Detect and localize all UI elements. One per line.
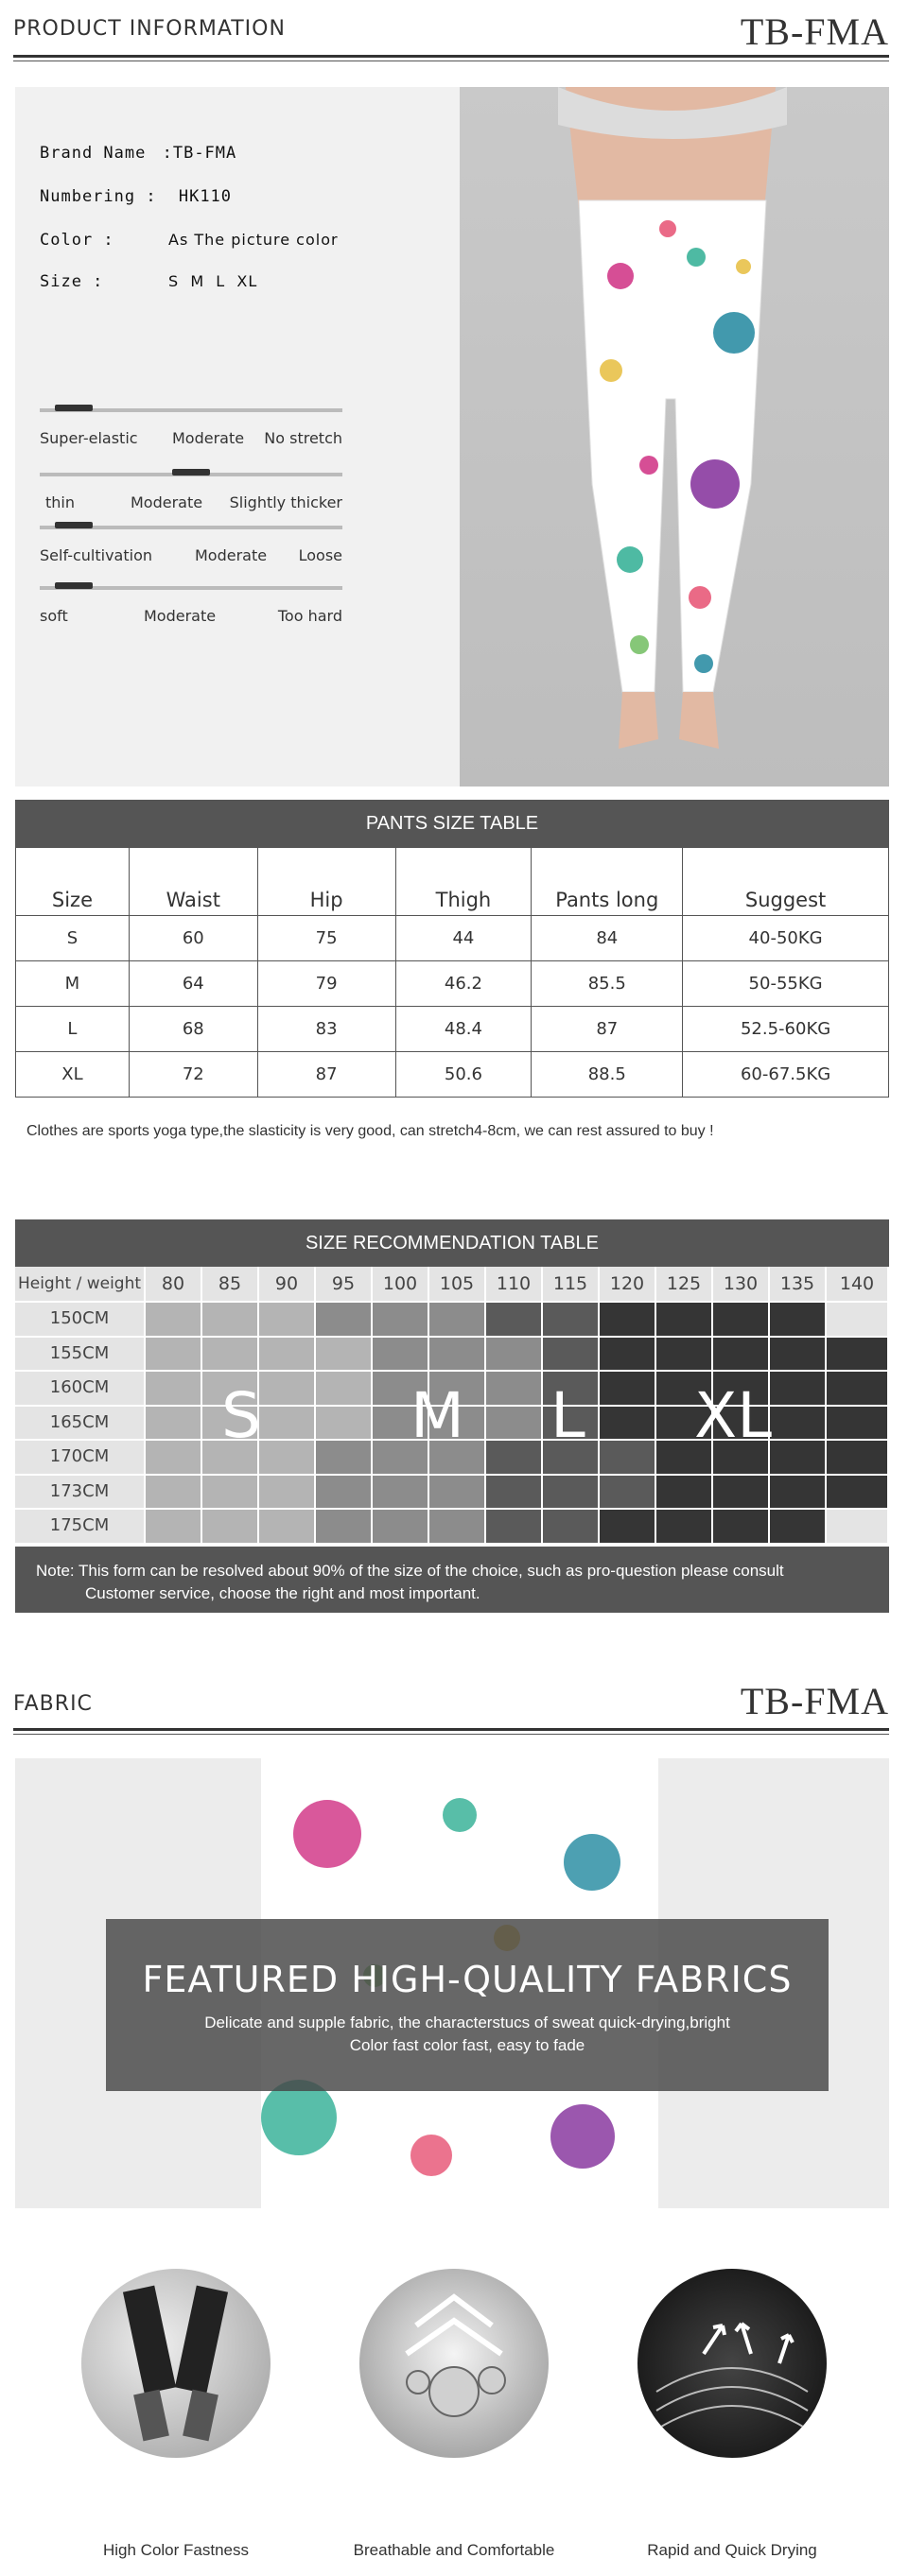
weight-header: 90 — [259, 1267, 316, 1303]
size-cell — [429, 1338, 486, 1373]
table-cell: 50.6 — [395, 1052, 532, 1098]
table-row — [16, 1052, 889, 1098]
table-cell: 50-55KG — [683, 961, 889, 1007]
size-cell — [486, 1510, 543, 1545]
table-cell: 44 — [395, 916, 532, 961]
size-cell — [827, 1441, 889, 1476]
size-cell — [827, 1303, 889, 1338]
size-cell — [656, 1338, 713, 1373]
size-cell — [316, 1372, 373, 1407]
scale-label-mid: Moderate — [195, 546, 268, 564]
size-cell — [827, 1407, 889, 1442]
table-cell: 88.5 — [532, 1052, 683, 1098]
table-row — [16, 961, 889, 1007]
column-header: Hip — [257, 848, 395, 916]
table-cell: 60-67.5KG — [683, 1052, 889, 1098]
table-cell: 60 — [129, 916, 257, 961]
size-cell — [656, 1510, 713, 1545]
size-cell — [259, 1407, 316, 1442]
size-cell — [202, 1303, 259, 1338]
weight-header: 105 — [429, 1267, 486, 1303]
recommendation-grid — [15, 1267, 889, 1547]
spec-value: :TB-FMA — [162, 144, 237, 163]
feature-quick-drying — [619, 2269, 846, 2560]
banner-line: Color fast color fast, easy to fade — [349, 2036, 585, 2054]
size-cell — [316, 1407, 373, 1442]
scale-label-mid: Moderate — [144, 607, 217, 625]
weight-header: 130 — [713, 1267, 770, 1303]
column-header: Thigh — [395, 848, 532, 916]
size-cell — [600, 1303, 656, 1338]
note-line: Note: This form can be resolved about 90% of the size of the choice, such as pro-question please consult — [36, 1562, 784, 1580]
header-rule — [13, 55, 889, 58]
size-cell — [600, 1510, 656, 1545]
size-cell — [259, 1510, 316, 1545]
size-cell — [770, 1441, 827, 1476]
header-rule — [13, 1728, 889, 1731]
table-row — [16, 916, 889, 961]
size-cell — [486, 1476, 543, 1511]
scale-label-right: Too hard — [277, 607, 342, 625]
height-header: 150CM — [15, 1303, 146, 1338]
size-cell — [600, 1441, 656, 1476]
fabric-overlay — [106, 1919, 829, 2091]
size-cell — [146, 1303, 202, 1338]
size-cell — [202, 1338, 259, 1373]
size-cell — [259, 1303, 316, 1338]
size-cell — [600, 1338, 656, 1373]
size-cell — [543, 1510, 600, 1545]
column-header: Pants long — [532, 848, 683, 916]
weight-header: 120 — [600, 1267, 656, 1303]
size-cell — [600, 1407, 656, 1442]
table-header-row — [16, 848, 889, 916]
size-cell — [259, 1441, 316, 1476]
table-cell: S — [16, 916, 130, 961]
product-spec-panel — [15, 87, 460, 787]
spec-value: S M L XL — [168, 272, 258, 290]
banner-text — [106, 2012, 829, 2057]
size-cell — [770, 1510, 827, 1545]
table-cell: 46.2 — [395, 961, 532, 1007]
size-cell — [316, 1303, 373, 1338]
feature-caption: Breathable and Comfortable — [353, 2541, 555, 2559]
size-cell — [656, 1476, 713, 1511]
size-cell — [373, 1510, 429, 1545]
fabric-header — [13, 1679, 889, 1741]
size-cell — [316, 1338, 373, 1373]
table-cell: 48.4 — [395, 1007, 532, 1052]
feature-color-fastness — [62, 2269, 289, 2560]
breathable-photo — [359, 2269, 549, 2458]
height-header: 165CM — [15, 1407, 146, 1442]
table-cell: M — [16, 961, 130, 1007]
arrows-mesh-icon — [637, 2269, 827, 2458]
size-cell — [373, 1476, 429, 1511]
size-cell — [259, 1338, 316, 1373]
table-cell: L — [16, 1007, 130, 1052]
scale-label-left: thin — [45, 493, 75, 511]
size-letter: S — [221, 1379, 261, 1452]
table-cell: 52.5-60KG — [683, 1007, 889, 1052]
table-cell: 83 — [257, 1007, 395, 1052]
spec-size — [40, 272, 258, 291]
height-header: 160CM — [15, 1372, 146, 1407]
corner-label: Height / weight — [15, 1267, 146, 1303]
scale-label-right: Slightly thicker — [229, 493, 342, 511]
size-cell — [770, 1303, 827, 1338]
section-title: FABRIC — [13, 1692, 93, 1716]
paint-brush-icon — [81, 2269, 271, 2458]
size-cell — [656, 1303, 713, 1338]
size-cell — [486, 1441, 543, 1476]
size-cell — [770, 1407, 827, 1442]
weight-header: 115 — [543, 1267, 600, 1303]
spec-label: Brand Name — [40, 144, 147, 163]
spec-brand-name — [40, 144, 236, 163]
product-photo — [460, 87, 889, 787]
spec-value: As The picture color — [168, 231, 339, 249]
size-cell — [770, 1372, 827, 1407]
table-cell: 85.5 — [532, 961, 683, 1007]
scale-indicator — [55, 405, 93, 411]
weight-header: 95 — [316, 1267, 373, 1303]
size-cell — [713, 1510, 770, 1545]
size-table-grid — [15, 847, 889, 1098]
table-cell: 64 — [129, 961, 257, 1007]
size-cell — [259, 1372, 316, 1407]
weight-header: 110 — [486, 1267, 543, 1303]
table-cell: 75 — [257, 916, 395, 961]
scale-indicator — [55, 522, 93, 528]
size-cell — [600, 1476, 656, 1511]
weight-header: 80 — [146, 1267, 202, 1303]
size-cell — [770, 1338, 827, 1373]
feature-caption: High Color Fastness — [102, 2541, 249, 2559]
spec-label: Numbering : — [40, 187, 157, 206]
weight-header: 100 — [373, 1267, 429, 1303]
size-cell — [827, 1338, 889, 1373]
weight-header: 135 — [770, 1267, 827, 1303]
size-cell — [486, 1303, 543, 1338]
fabric-banner — [15, 1758, 889, 2208]
size-recommendation-table — [15, 1219, 889, 1613]
spec-numbering — [40, 187, 232, 206]
size-cell — [146, 1407, 202, 1442]
size-cell — [316, 1510, 373, 1545]
table-cell: 84 — [532, 916, 683, 961]
table-row — [16, 1007, 889, 1052]
table-cell: 87 — [257, 1052, 395, 1098]
size-cell — [486, 1407, 543, 1442]
size-cell — [827, 1476, 889, 1511]
product-info-header — [13, 9, 889, 66]
header-rule-thin — [13, 1734, 889, 1735]
table-title: SIZE RECOMMENDATION TABLE — [15, 1219, 889, 1267]
table-cell: 79 — [257, 961, 395, 1007]
size-cell — [146, 1372, 202, 1407]
size-cell — [429, 1476, 486, 1511]
feature-caption: Rapid and Quick Drying — [647, 2541, 817, 2559]
size-cell — [600, 1372, 656, 1407]
size-cell — [543, 1303, 600, 1338]
size-cell — [713, 1303, 770, 1338]
size-cell — [146, 1441, 202, 1476]
brand-logo-text: TB-FMA — [740, 1680, 889, 1722]
color-fastness-photo — [81, 2269, 271, 2458]
banner-line: Delicate and supple fabric, the characterstucs of sweat quick-drying,bright — [204, 2014, 730, 2031]
scale-label-right: No stretch — [264, 429, 342, 447]
weight-header: 125 — [656, 1267, 713, 1303]
pants-size-table — [15, 800, 889, 1098]
table-cell: 87 — [532, 1007, 683, 1052]
scale-label-left: Super-elastic — [40, 429, 138, 447]
size-cell — [713, 1338, 770, 1373]
height-header: 175CM — [15, 1510, 146, 1545]
scale-label-right: Loose — [298, 546, 342, 564]
column-header: Size — [16, 848, 130, 916]
table-title: PANTS SIZE TABLE — [15, 800, 889, 847]
stretch-note: Clothes are sports yoga type,the slasticity is very good, can stretch4-8cm, we can rest assured to buy ! — [26, 1123, 714, 1139]
banner-heading: FEATURED HIGH-QUALITY FABRICS — [142, 1959, 793, 2000]
section-title: PRODUCT INFORMATION — [13, 17, 286, 41]
height-header: 155CM — [15, 1338, 146, 1373]
scale-indicator — [55, 582, 93, 589]
recommendation-note — [15, 1547, 889, 1613]
size-cell — [146, 1510, 202, 1545]
size-letter: L — [550, 1379, 585, 1452]
size-cell — [202, 1510, 259, 1545]
size-cell — [713, 1476, 770, 1511]
spec-label: Size : — [40, 272, 104, 291]
quick-drying-photo — [637, 2269, 827, 2458]
height-header: 170CM — [15, 1441, 146, 1476]
size-cell — [316, 1441, 373, 1476]
column-header: Suggest — [683, 848, 889, 916]
scale-label-left: Self-cultivation — [40, 546, 152, 564]
scale-label-mid: Moderate — [131, 493, 203, 511]
size-cell — [770, 1476, 827, 1511]
size-cell — [827, 1372, 889, 1407]
spec-value: HK110 — [178, 187, 233, 206]
size-cell — [429, 1510, 486, 1545]
scale-label-left: soft — [40, 607, 68, 625]
spec-label: Color : — [40, 231, 114, 250]
weight-header: 85 — [202, 1267, 259, 1303]
table-cell: 72 — [129, 1052, 257, 1098]
size-cell — [259, 1476, 316, 1511]
size-cell — [543, 1476, 600, 1511]
brand-logo-text: TB-FMA — [740, 10, 889, 53]
size-cell — [827, 1510, 889, 1545]
size-cell — [202, 1476, 259, 1511]
size-letter: XL — [694, 1379, 772, 1452]
scale-indicator — [172, 469, 210, 475]
size-cell — [146, 1338, 202, 1373]
leggings-illustration — [460, 87, 889, 787]
size-cell — [373, 1338, 429, 1373]
column-header: Waist — [129, 848, 257, 916]
scale-label-mid: Moderate — [172, 429, 245, 447]
table-cell: 40-50KG — [683, 916, 889, 961]
table-cell: 68 — [129, 1007, 257, 1052]
size-cell — [486, 1338, 543, 1373]
size-cell — [486, 1372, 543, 1407]
size-cell — [429, 1303, 486, 1338]
water-drops-icon — [359, 2269, 549, 2458]
table-cell: XL — [16, 1052, 130, 1098]
size-cell — [146, 1476, 202, 1511]
height-header: 173CM — [15, 1476, 146, 1511]
size-cell — [543, 1338, 600, 1373]
note-line: Customer service, choose the right and most important. — [85, 1584, 480, 1602]
size-cell — [373, 1303, 429, 1338]
size-letter: M — [410, 1379, 464, 1452]
spec-color — [40, 231, 339, 250]
weight-header: 140 — [827, 1267, 889, 1303]
feature-breathable — [340, 2269, 568, 2560]
size-cell — [316, 1476, 373, 1511]
